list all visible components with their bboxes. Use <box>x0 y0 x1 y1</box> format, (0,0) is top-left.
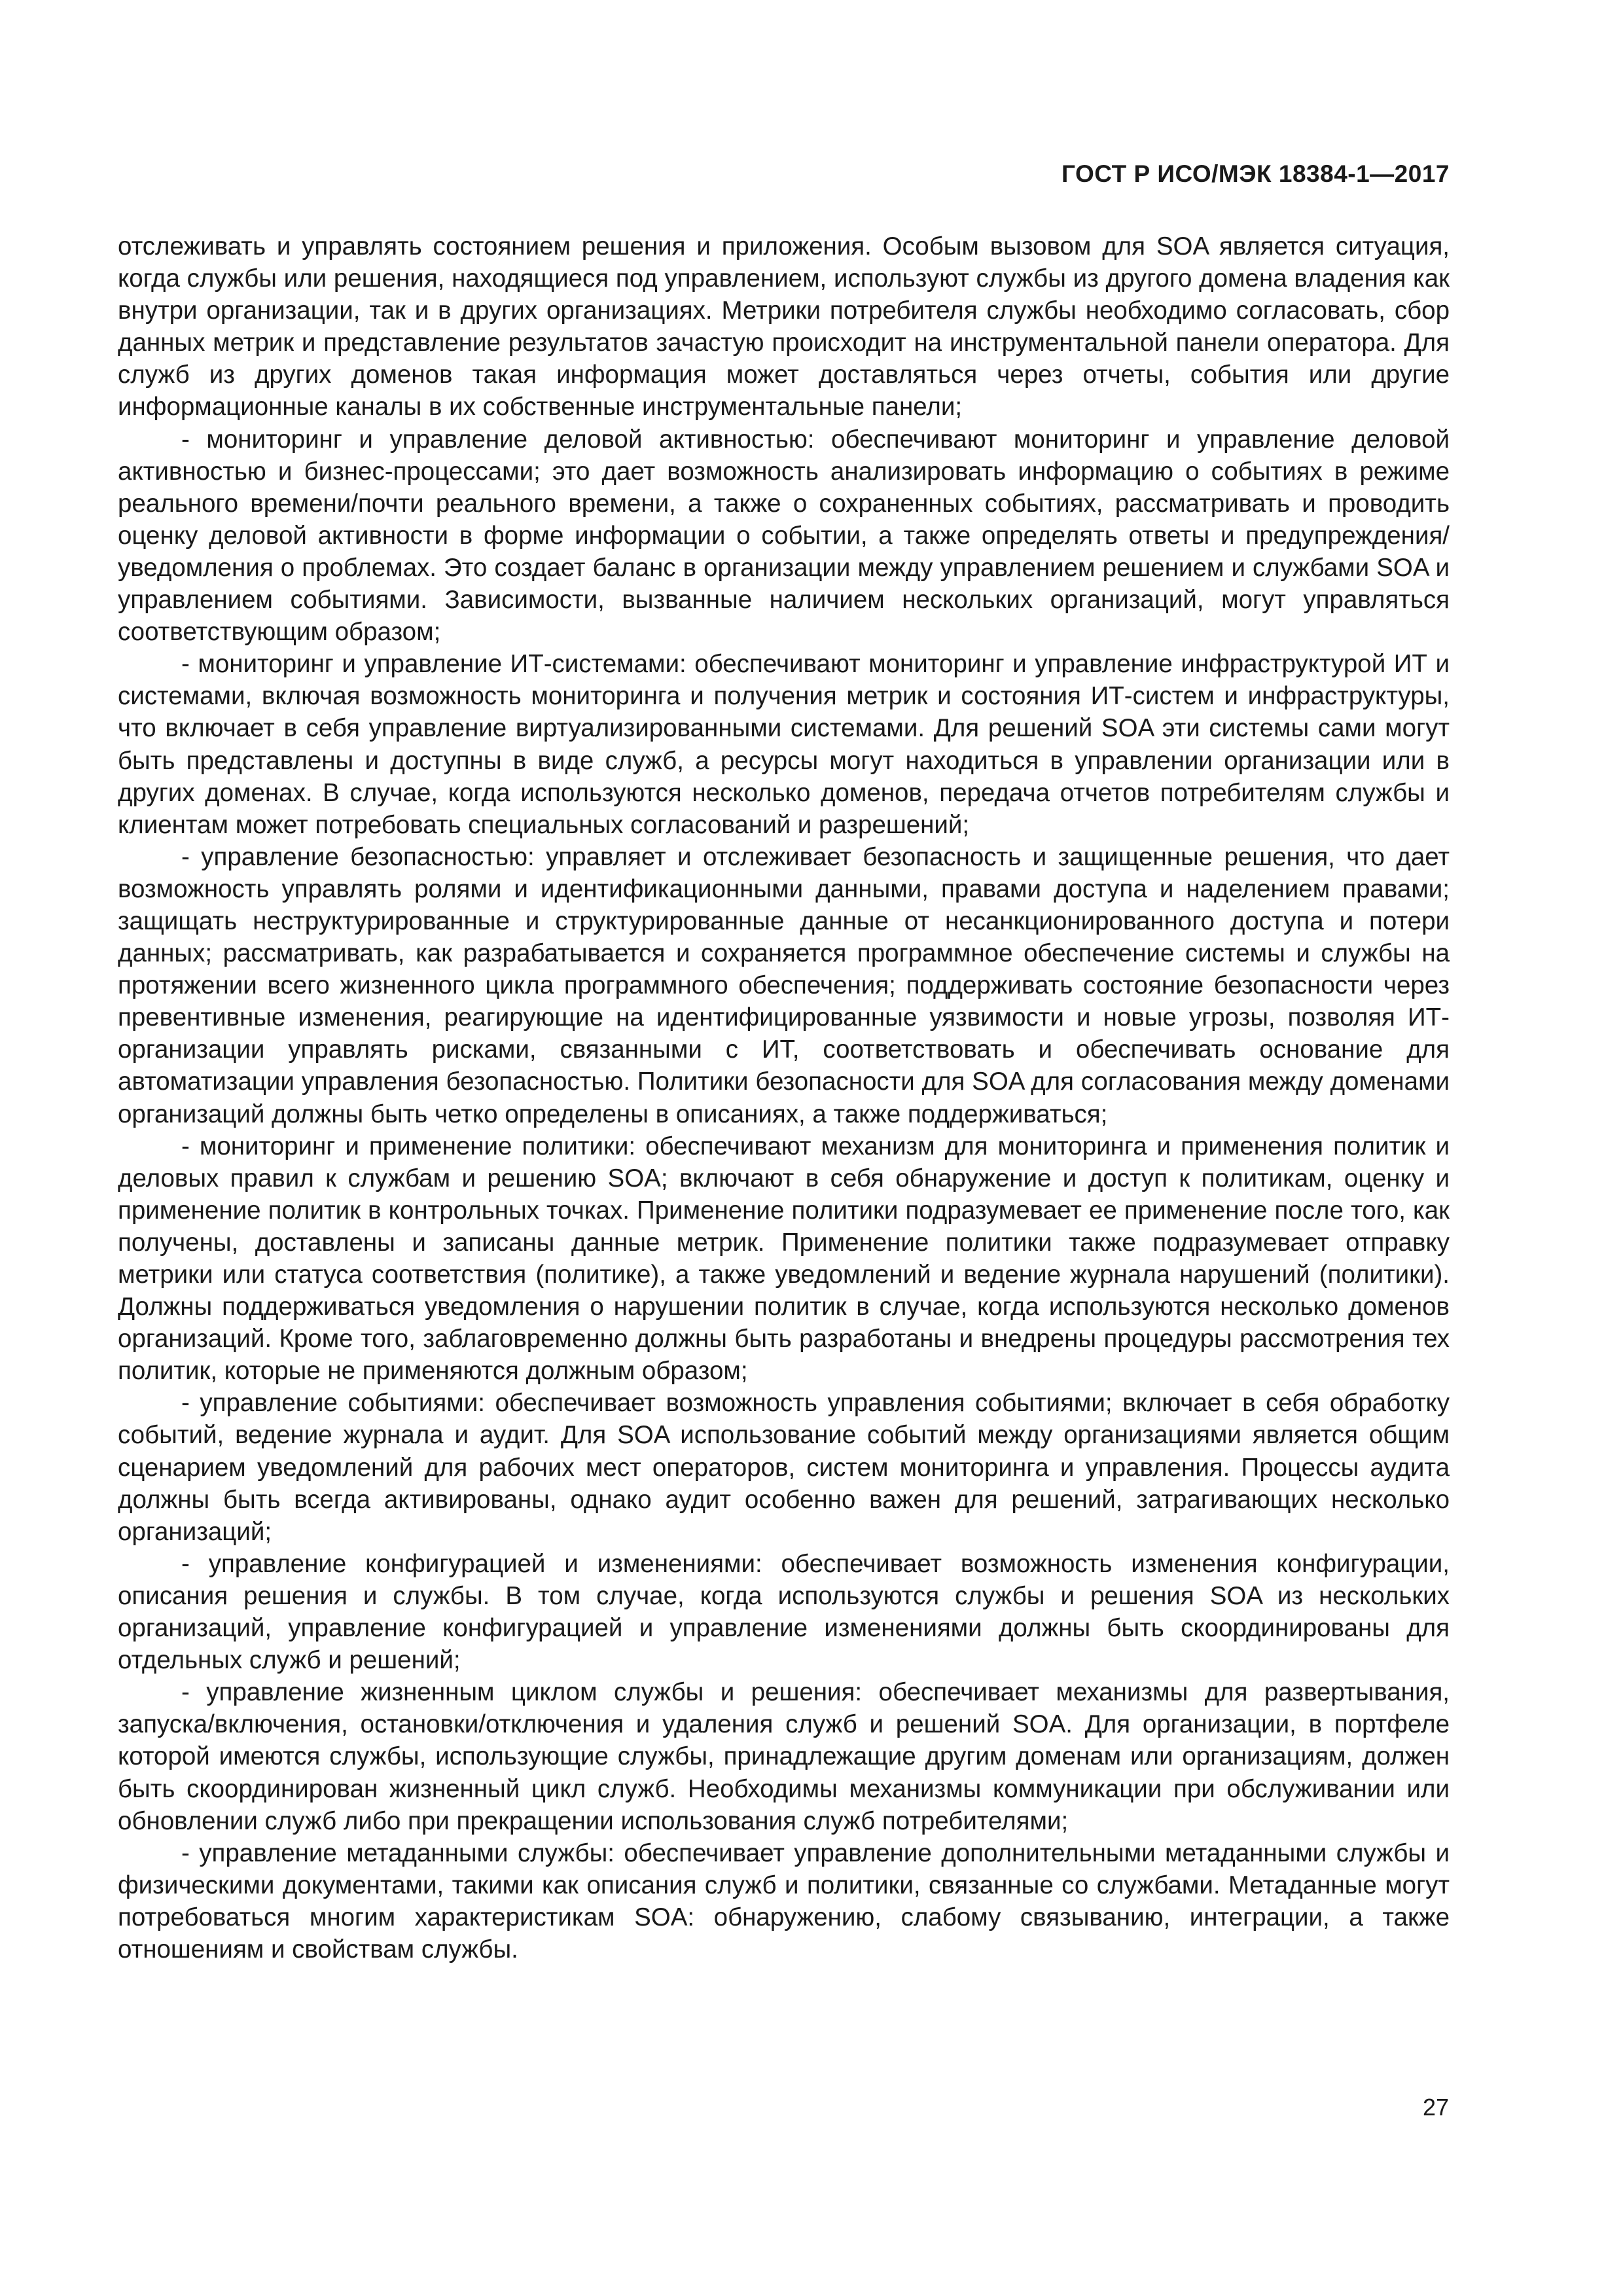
standard-header: ГОСТ Р ИСО/МЭК 18384-1—2017 <box>1061 160 1450 187</box>
list-item-business-activity: - мониторинг и управление деловой активностью: обеспечивают мониторинг и управление деловой активностью и бизнес-процессами; это дает возможность анализировать информацию о событиях в режиме реального времени/почти реального времени, а также о сохраненных событиях, рассматривать и проводить оценку деловой активности в форме информации о событии, а также определять ответы и предупреждения/уведомления о проблемах. Это создает баланс в организации между управлением решением и службами SOA и управлением событиями. Зависимости, вызванные наличием нескольких организаций, могут управляться соответствующим образом; <box>118 425 1450 647</box>
list-item-policy: - мониторинг и применение политики: обеспечивают механизм для мониторинга и применения политик и деловых правил к службам и решению SOA; включают в себя обнаружение и доступ к политикам, оценку и применение политик в контрольных точках. Применение политики подразумевает ее применение после того, как получены, доставлены и записаны данные метрик. Применение политики также подразумевает отправку метрики или статуса соответствия (политике), а также уведомлений и ведение журнала нарушений (политики). Должны поддерживаться уведомления о нарушении политик в случае, когда используются несколько доменов организаций. Кроме того, заблаговременно должны быть разработаны и внедрены процедуры рассмотрения тех политик, которые не применяются должным образом; <box>118 1132 1450 1386</box>
list-item-lifecycle: - управление жизненным циклом службы и решения: обеспечивает механизмы для развертывания, запуска/включения, остановки/отключения и удаления служб и решений SOA. Для организации, в портфеле которой имеются службы, использующие службы, принадлежащие другим доменам или организациям, должен быть скоординирован жизненный цикл служб. Необходимы механизмы коммуникации при обслуживании или обновлении служб либо при прекращении использования служб потребителями; <box>118 1678 1450 1835</box>
list-item-it-systems: - мониторинг и управление ИТ-системами: обеспечивают мониторинг и управление инфраструктурой ИТ и системами, включая возможность мониторинга и получения метрик и состояния ИТ-систем и инфраструктуры, что включает в себя управление виртуализированными системами. Для решений SOA эти системы сами могут быть представлены и доступны в виде служб, а ресурсы могут находиться в управлении организации или в других доменах. В случае, когда используются несколько доменов, передача отчетов потребителям службы и клиентам может потребовать специальных согласований и разрешений; <box>118 650 1450 839</box>
page-number: 27 <box>1422 2094 1449 2121</box>
list-item-metadata: - управление метаданными службы: обеспечивает управление дополнительными метаданными службы и физическими документами, такими как описания служб и политики, связанные со службами. Метаданные могут потребоваться многим характеристикам SOA: обнаружению, слабому связыванию, интеграции, а также отношениям и свойствам службы. <box>118 1839 1450 1964</box>
list-item-security: - управление безопасностью: управляет и отслеживает безопасность и защищенные решения, что дает возможность управлять ролями и идентификационными данными, правами доступа и наделением правами; защищать неструктурированные и структурированные данные от несанкционированного доступа и потери данных; рассматривать, как разрабатывается и сохраняется программное обеспечение системы и службы на протяжении всего жизненного цикла программного обеспечения; поддерживать состояние безопасности через превентивные изменения, реагирующие на идентифицированные уязвимости и новые угрозы, позволяя ИТ-организации управлять рисками, связанными с ИТ, соответствовать и обеспечивать основание для автоматизации управления безопасностью. Политики безопасности для SOA для согласования между доменами организаций должны быть четко определены в описаниях, а также поддерживаться; <box>118 842 1450 1128</box>
list-item-configuration: - управление конфигурацией и изменениями: обеспечивает возможность изменения конфигурации, описания решения и службы. В том случае, когда используются службы и решения SOA из нескольких организаций, управление конфигурацией и управление изменениями должны быть скоординированы для отдельных служб и решений; <box>118 1549 1450 1675</box>
paragraph-continuation: отслеживать и управлять состоянием решения и приложения. Особым вызовом для SOA является ситуация, когда службы или решения, находящиеся под управлением, используют службы из другого домена владения как внутри организации, так и в других организациях. Метрики потребителя службы необходимо согласовать, сбор данных метрик и представление результатов зачастую происходит на инструментальной панели оператора. Для служб из других доменов такая информация может доставляться через отчеты, события или другие информационные каналы в их собственные инструментальные панели; <box>118 232 1450 422</box>
list-item-events: - управление событиями: обеспечивает возможность управления событиями; включает в себя обработку событий, ведение журнала и аудит. Для SOA использование событий между организациями является общим сценарием уведомлений для рабочих мест операторов, систем мониторинга и управления. Процессы аудита должны быть всегда активированы, однако аудит особенно важен для решений, затрагивающих несколько организаций; <box>118 1389 1450 1546</box>
document-body <box>118 230 1450 1965</box>
